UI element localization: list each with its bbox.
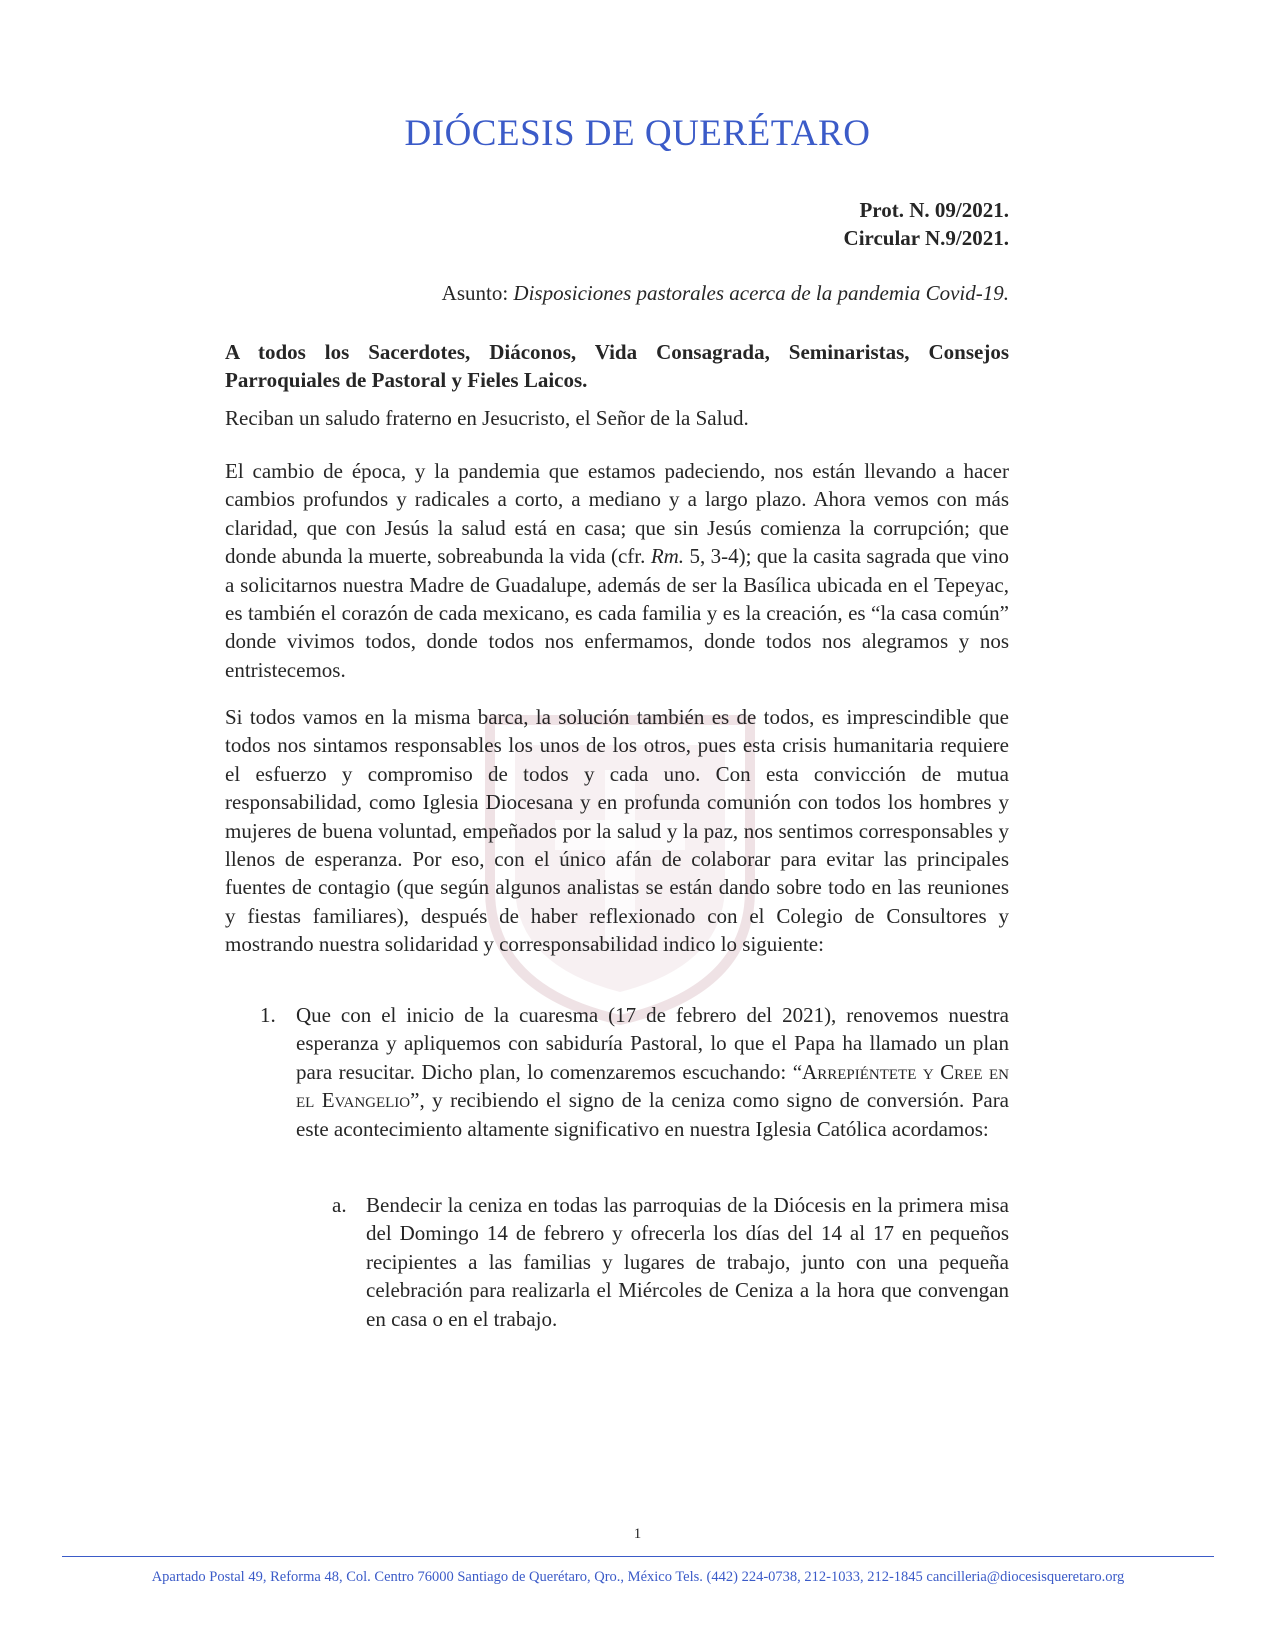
bible-reference: Rm. <box>650 544 685 569</box>
subject-label: Asunto: <box>441 281 509 305</box>
list-item-text-1: Que con el inicio de la cuaresma (17 de febrero del 2021), renovemos nuestra esperanza y apliquemos con sabiduría Pastoral, lo que el Papa ha llamado un plan para resucitar. Dicho plan, lo comenzaremos escuchando: “ <box>296 1003 1009 1084</box>
responsibility-paragraph: Si todos vamos en la misma barca, la solución también es de todos, es imprescindible que todos nos sintamos responsables los unos de los otros, pues esta crisis humanitaria requiere el esfuerzo y compromiso de todos y cada uno. Con esta convicción de mutua responsabilidad, como Iglesia Diocesana y en profunda comunión con todos los hombres y mujeres de buena voluntad, empeñados por la salud y la paz, nos sentimos corresponsables y llenos de esperanza. Por eso, con el único afán de colaborar para evitar las principales fuentes de contagio (que según algunos analistas se están dando sobre todo en las reuniones y fiestas familiares), después de haber reflexionado con el Colegio de Consultores y mostrando nuestra solidaridad y corresponsabilidad indico lo siguiente: <box>225 705 1009 957</box>
list-item-text <box>296 1001 1009 1143</box>
diocese-title: DIÓCESIS DE QUERÉTARO <box>404 113 871 154</box>
footer-divider <box>62 1556 1214 1557</box>
intro-text-2: 5, 3-4); que la casita sagrada que vino a solicitarnos nuestra Madre de Guadalupe, además de ser la Basílica ubicada en el Tepeyac, es también el corazón de cada mexicano, es cada familia y es la creación, es “la casa común” donde vivimos todos, donde todos nos enfermamos, donde todos nos alegramos y nos entristecemos. <box>225 544 1009 682</box>
subject-text: Disposiciones pastorales acerca de la pandemia Covid-19. <box>513 281 1009 305</box>
gospel-quote: Arrepiéntete y Cree en el Evangelio <box>296 1059 1009 1113</box>
intro-paragraph <box>225 457 1009 684</box>
protocol-block <box>844 196 1009 252</box>
circular-number: Circular N.9/2021. <box>843 226 1009 250</box>
page-number: 1 <box>633 1526 642 1542</box>
addressee-paragraph: A todos los Sacerdotes, Diáconos, Vida Consagrada, Seminaristas, Consejos Parroquiales de Pastoral y Fieles Laicos. <box>225 340 1009 392</box>
footer-address: Apartado Postal 49, Reforma 48, Col. Centro 76000 Santiago de Querétaro, Qro., México Tels. (442) 224-0738, 212-1033, 212-1845 cancilleria@diocesisqueretaro.org <box>151 1569 1125 1585</box>
intro-text-1: El cambio de época, y la pandemia que estamos padeciendo, nos están llevando a hacer cambios profundos y radicales a corto, a mediano y a largo plazo. Ahora vemos con más claridad, que con Jesús la salud está en casa; que sin Jesús comienza la corrupción; que donde abunda la muerte, sobreabunda la vida (cfr. <box>225 459 1009 569</box>
subject-line <box>442 281 1009 306</box>
protocol-number: Prot. N. 09/2021. <box>859 198 1009 222</box>
sub-item-letter: a. <box>332 1193 347 1217</box>
greeting-paragraph: Reciban un saludo fraterno en Jesucristo, el Señor de la Salud. <box>225 406 749 430</box>
list-item-number: 1. <box>260 1003 276 1027</box>
list-item-text-2: ”, y recibiendo el signo de la ceniza como signo de conversión. Para este acontecimiento altamente significativo en nuestra Iglesia Católica acordamos: <box>296 1088 1010 1141</box>
sub-item-text: Bendecir la ceniza en todas las parroquias de la Diócesis en la primera misa del Domingo 14 de febrero y ofrecerla los días del 14 al 17 en pequeños recipientes a las familias y lugares de trabajo, junto con una pequeña celebración para realizarla el Miércoles de Ceniza a la hora que convengan en casa o en el trabajo. <box>366 1193 1009 1331</box>
